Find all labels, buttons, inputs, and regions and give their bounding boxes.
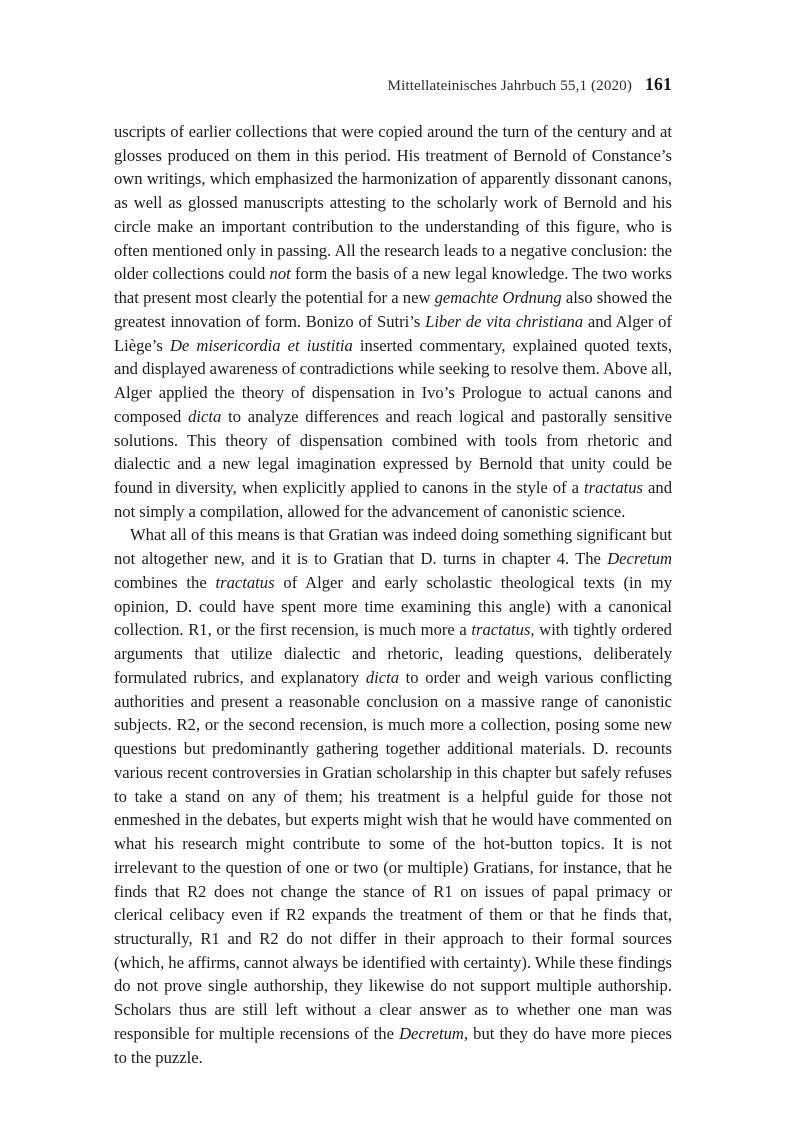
italic-term: Liber de vita christiana [425,311,584,331]
italic-term: tractatus [584,478,644,498]
italic-term: tractatus [471,620,531,640]
paragraph-1: uscripts of earlier collections that were copied around the turn of the century and at glosses produced on them in this period. His treatment of Bernold of Constance’s own writings, which emphasized the harmonization of apparently dissonant canons, as well as glossed manuscripts attesting to the scholarly work of Bernold and his circle make an important contribution to the understanding of this figure, who is often mentioned only in passing. All the research leads to a negative conclusion: the older collections could not form the basis of a new legal knowledge. The two works that present most clearly the potential for a new gemachte Ordnung also showed the greatest innovation of form. Bonizo of Sutri’s Liber de vita christiana and Alger of Liège’s De misericordia et iustitia inserted commentary, explained quoted texts, and displayed awareness of contradictions while seeking to resolve them. Above all, Alger applied the theory of dispensation in Ivo’s Prologue to actual canons and composed dicta to analyze differences and reach logical and pastorally sensitive solutions. This theory of dispensation combined with tools from rhetoric and dialectic and a new legal imagination expressed by Bernold that unity could be found in diversity, when explicitly applied to canons in the style of a tractatus and not simply a compilation, allowed for the advancement of canonistic science. [114,122,673,521]
italic-term: Decretum [607,549,672,569]
italic-term: tractatus [215,572,275,592]
running-head-journal-title: Mittellateinisches Jahrbuch 55,1 (2020) [387,78,632,94]
italic-term: not [269,264,291,284]
body-text-block [114,120,672,1069]
italic-term: De misericordia et iustitia [169,335,353,355]
italic-term: Decretum [399,1023,464,1043]
paragraph-2: What all of this means is that Gratian was indeed doing something significant but not altogether new, and it is to Gratian that D. turns in chapter 4. The Decretum combines the tractatus of Alger and early scholastic theological texts (in my opinion, D. could have spent more time examining this angle) with a canonical collection. R1, or the first recension, is much more a tractatus, with tightly ordered arguments that utilize dialectic and rhetoric, leading questions, deliberately formulated rubrics, and explanatory dicta to order and weigh various conflicting authorities and present a reasonable conclusion on a massive range of canonistic subjects. R2, or the second recension, is much more a collection, posing some new questions but predominantly gathering together additional materials. D. recounts various recent controversies in Gratian scholarship in this chapter but safely refuses to take a stand on any of them; his treatment is a helpful guide for those not enmeshed in the debates, but experts might wish that he would have commented on what his research might contribute to some of the hot-button topics. It is not irrelevant to the question of one or two (or multiple) Gratians, for instance, that he finds that R2 does not change the stance of R1 on issues of papal primacy or clerical celibacy even if R2 expands the treatment of them or that he finds that, structurally, R1 and R2 do not differ in their approach to their formal sources (which, he affirms, cannot always be identified with certainty). While these findings do not prove single authorship, they likewise do not support multiple authorship. Scholars thus are still left without a clear answer as to whether one man was responsible for multiple recensions of the Decretum, but they do have more pieces to the puzzle. [114,525,673,1067]
running-head [114,76,672,94]
italic-term: dicta [365,667,400,687]
italic-term: gemachte Ordnung [434,288,562,308]
page-number: 161 [645,74,672,94]
italic-term: dicta [188,406,222,426]
